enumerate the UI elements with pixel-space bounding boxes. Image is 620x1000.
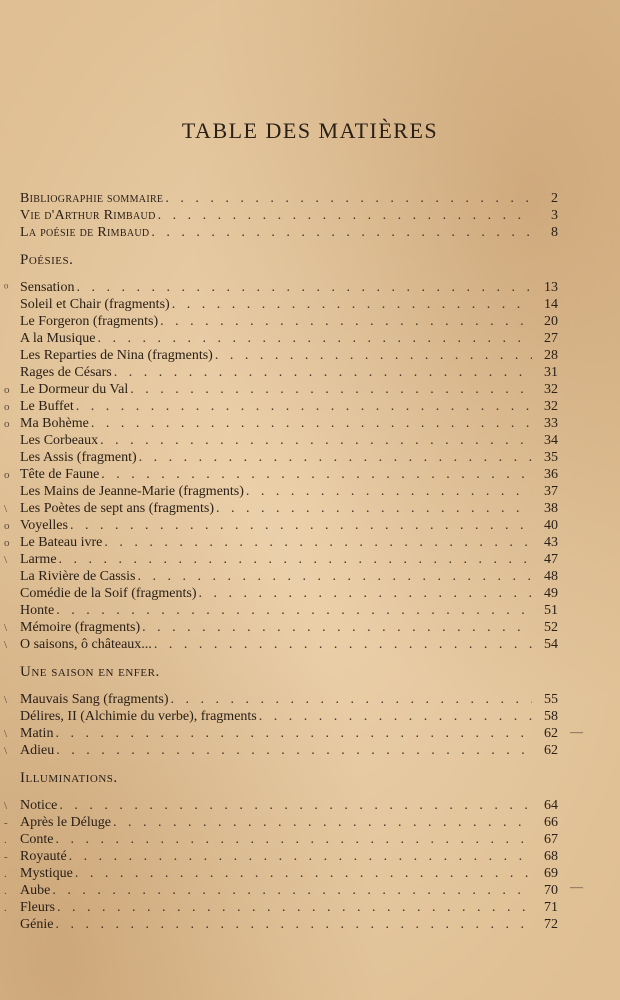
entry-label: Rages de Césars <box>20 365 112 380</box>
entry-page: 8 <box>551 225 558 240</box>
entry-page: 3 <box>551 208 558 223</box>
entry-label: Honte <box>20 603 55 618</box>
entry-page: 20 <box>544 314 558 329</box>
section-heading-poesies: Poésies. <box>20 252 74 268</box>
toc-entry <box>20 330 558 347</box>
dot-leader <box>151 224 532 241</box>
entry-page: 28 <box>544 348 558 363</box>
entry-label: Comédie de la Soif (fragments) <box>20 586 197 601</box>
entry-page: 47 <box>544 552 558 567</box>
dot-leader <box>246 483 532 500</box>
entry-label: Matin <box>20 726 54 741</box>
entry-label: O saisons, ô châteaux... <box>20 637 152 652</box>
dot-leader <box>69 848 532 865</box>
toc-entry <box>20 691 558 708</box>
entry-label: Soleil et Chair (fragments) <box>20 297 170 312</box>
pencil-mark-icon: o <box>4 469 10 481</box>
toc-entry <box>20 568 558 585</box>
entry-label: Tête de Faune <box>20 467 100 482</box>
pencil-mark-icon: \ <box>4 745 8 757</box>
dot-leader <box>56 602 532 619</box>
dot-leader <box>154 636 532 653</box>
dot-leader <box>216 500 532 517</box>
entry-page: 2 <box>551 191 558 206</box>
entry-label: Délires, II (Alchimie du verbe), fragments <box>20 709 257 724</box>
entry-page: 71 <box>544 900 558 915</box>
entry-page: 14 <box>544 297 558 312</box>
toc-entry <box>20 279 558 296</box>
toc-entry <box>20 831 558 848</box>
dot-leader <box>57 899 532 916</box>
entry-page: 33 <box>544 416 558 431</box>
dot-leader <box>55 831 532 848</box>
dot-leader <box>114 364 532 381</box>
toc-entry <box>20 797 558 814</box>
toc-entry <box>20 848 558 865</box>
toc-entry <box>20 224 558 241</box>
entry-page: 55 <box>544 692 558 707</box>
entry-label: Bibliographie sommaire <box>20 191 164 206</box>
pencil-mark-icon: - <box>4 817 8 829</box>
entry-page: 13 <box>544 280 558 295</box>
pencil-mark-icon: \ <box>4 622 8 634</box>
entry-label: Sensation <box>20 280 75 295</box>
dot-leader <box>91 415 532 432</box>
toc-entry <box>20 381 558 398</box>
section-heading-illuminations: Illuminations. <box>20 770 118 786</box>
dot-leader <box>171 691 532 708</box>
toc-entry <box>20 916 558 933</box>
pencil-dash-icon: — <box>570 724 583 739</box>
entry-label: Royauté <box>20 849 67 864</box>
toc-entry <box>20 636 558 653</box>
entry-label: Les Mains de Jeanne-Marie (fragments) <box>20 484 244 499</box>
toc-entry <box>20 190 558 207</box>
toc-entry <box>20 708 558 725</box>
entry-label: Après le Déluge <box>20 815 111 830</box>
dot-leader <box>75 865 532 882</box>
dot-leader <box>55 916 532 933</box>
toc-entry <box>20 899 558 916</box>
entry-page: 31 <box>544 365 558 380</box>
pencil-mark-icon: - <box>4 851 8 863</box>
entry-page: 36 <box>544 467 558 482</box>
entry-label: Le Bateau ivre <box>20 535 103 550</box>
entry-label: La poésie de Rimbaud <box>20 225 150 240</box>
entry-page: 54 <box>544 637 558 652</box>
toc-entry <box>20 500 558 517</box>
entry-page: 66 <box>544 815 558 830</box>
entry-label: Les Reparties de Nina (fragments) <box>20 348 213 363</box>
dot-leader <box>172 296 532 313</box>
dot-leader <box>113 814 532 831</box>
dot-leader <box>76 398 532 415</box>
dot-leader <box>142 619 532 636</box>
toc-entry <box>20 534 558 551</box>
entry-page: 32 <box>544 399 558 414</box>
entry-page: 48 <box>544 569 558 584</box>
entry-page: 58 <box>544 709 558 724</box>
toc-entry <box>20 207 558 224</box>
section-heading-saison: Une saison en enfer. <box>20 664 160 680</box>
dot-leader <box>59 551 532 568</box>
dot-leader <box>52 882 532 899</box>
entry-label: Le Forgeron (fragments) <box>20 314 159 329</box>
dot-leader <box>56 742 532 759</box>
entry-label: Les Corbeaux <box>20 433 99 448</box>
entry-label: Génie <box>20 917 54 932</box>
pencil-mark-icon: \ <box>4 639 8 651</box>
toc-entry <box>20 602 558 619</box>
pencil-mark-icon: ⁰ <box>4 283 9 295</box>
entry-page: 68 <box>544 849 558 864</box>
toc-entry <box>20 725 558 742</box>
entry-page: 40 <box>544 518 558 533</box>
pencil-mark-icon: . <box>4 885 7 897</box>
pencil-mark-icon: o <box>4 384 10 396</box>
dot-leader <box>76 279 532 296</box>
toc-entry <box>20 619 558 636</box>
toc-entry <box>20 432 558 449</box>
pencil-mark-icon: \ <box>4 800 8 812</box>
toc-entry <box>20 466 558 483</box>
entry-page: 35 <box>544 450 558 465</box>
entry-label: Vie d'Arthur Rimbaud <box>20 208 156 223</box>
dot-leader <box>158 207 532 224</box>
toc-entry <box>20 483 558 500</box>
dot-leader <box>137 568 532 585</box>
entry-page: 69 <box>544 866 558 881</box>
pencil-dash-icon: — <box>570 879 583 894</box>
entry-label: Notice <box>20 798 58 813</box>
toc-entry <box>20 415 558 432</box>
entry-page: 34 <box>544 433 558 448</box>
pencil-mark-icon: o <box>4 520 10 532</box>
entry-page: 70 <box>544 883 558 898</box>
dot-leader <box>59 797 532 814</box>
entry-label: Fleurs <box>20 900 55 915</box>
toc-entry <box>20 517 558 534</box>
dot-leader <box>215 347 532 364</box>
entry-label: La Rivière de Cassis <box>20 569 136 584</box>
entry-page: 43 <box>544 535 558 550</box>
pencil-mark-icon: o <box>4 401 10 413</box>
dot-leader <box>160 313 532 330</box>
toc-entry <box>20 347 558 364</box>
pencil-mark-icon: \ <box>4 694 8 706</box>
pencil-mark-icon: . <box>4 868 7 880</box>
entry-label: Le Dormeur du Val <box>20 382 129 397</box>
page-title: TABLE DES MATIÈRES <box>181 118 439 143</box>
dot-leader <box>97 330 532 347</box>
dot-leader <box>130 381 532 398</box>
entry-label: Larme <box>20 552 57 567</box>
toc-entry <box>20 313 558 330</box>
pencil-mark-icon: \ <box>4 554 8 566</box>
toc-entry <box>20 585 558 602</box>
entry-label: A la Musique <box>20 331 96 346</box>
entry-label: Mauvais Sang (fragments) <box>20 692 169 707</box>
entry-page: 49 <box>544 586 558 601</box>
dot-leader <box>100 432 532 449</box>
entry-label: Le Buffet <box>20 399 74 414</box>
toc-entry <box>20 449 558 466</box>
entry-label: Conte <box>20 832 54 847</box>
dot-leader <box>139 449 532 466</box>
pencil-mark-icon: \ <box>4 728 8 740</box>
entry-page: 27 <box>544 331 558 346</box>
pencil-mark-icon: . <box>4 834 7 846</box>
entry-page: 52 <box>544 620 558 635</box>
entry-page: 64 <box>544 798 558 813</box>
entry-label: Aube <box>20 883 51 898</box>
entry-label: Voyelles <box>20 518 68 533</box>
dot-leader <box>165 190 532 207</box>
pencil-mark-icon: o <box>4 537 10 549</box>
entry-label: Adieu <box>20 743 55 758</box>
toc-entry <box>20 296 558 313</box>
dot-leader <box>199 585 532 602</box>
toc-entry <box>20 551 558 568</box>
entry-page: 51 <box>544 603 558 618</box>
toc-entry <box>20 742 558 759</box>
entry-page: 62 <box>544 726 558 741</box>
entry-page: 32 <box>544 382 558 397</box>
dot-leader <box>259 708 532 725</box>
dot-leader <box>70 517 532 534</box>
toc-entry <box>20 865 558 882</box>
entry-label: Mémoire (fragments) <box>20 620 141 635</box>
toc-entry <box>20 364 558 381</box>
entry-page: 72 <box>544 917 558 932</box>
toc-entry <box>20 398 558 415</box>
dot-leader <box>104 534 532 551</box>
pencil-mark-icon: o <box>4 418 10 430</box>
entry-label: Les Poètes de sept ans (fragments) <box>20 501 214 516</box>
pencil-mark-icon: . <box>4 902 7 914</box>
entry-page: 67 <box>544 832 558 847</box>
entry-label: Ma Bohème <box>20 416 89 431</box>
entry-page: 38 <box>544 501 558 516</box>
entry-page: 37 <box>544 484 558 499</box>
dot-leader <box>55 725 532 742</box>
toc-entry <box>20 814 558 831</box>
entry-label: Mystique <box>20 866 73 881</box>
entry-label: Les Assis (fragment) <box>20 450 137 465</box>
toc-entry <box>20 882 558 899</box>
pencil-mark-icon: \ <box>4 503 8 515</box>
entry-page: 62 <box>544 743 558 758</box>
dot-leader <box>101 466 532 483</box>
